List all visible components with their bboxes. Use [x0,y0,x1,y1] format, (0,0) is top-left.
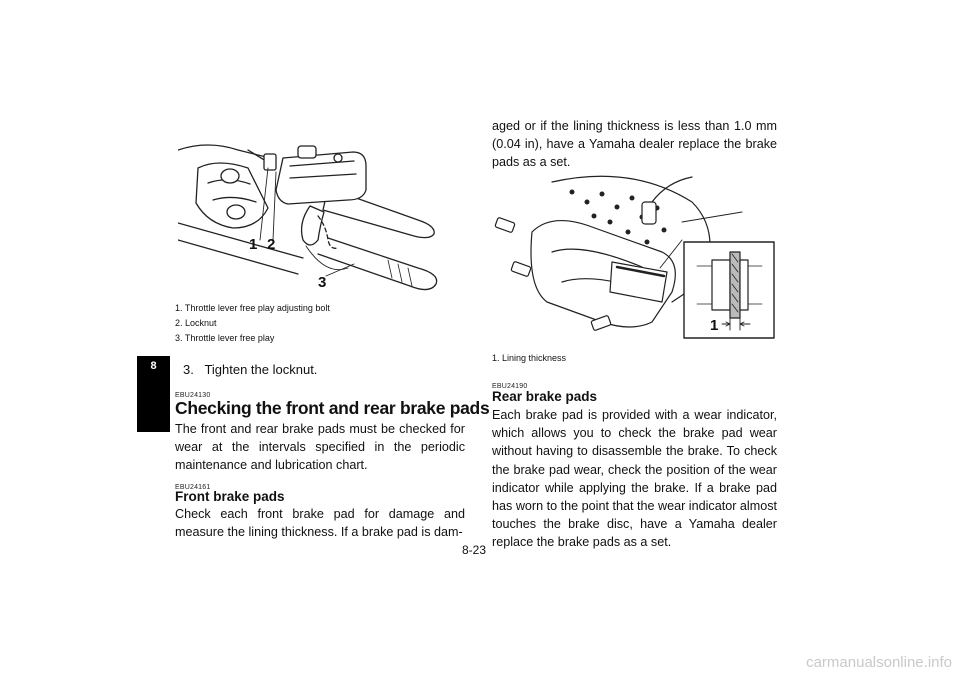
callout-1: 1 [249,236,258,253]
chapter-tab-number: 8 [150,360,157,372]
front-brake-title: Front brake pads [175,489,285,504]
section-body: The front and rear brake pads must be checked for wear at the intervals specified in the periodic maintenance and lubrication chart. [175,422,465,473]
callout-3: 3 [318,274,327,291]
caption-item: 2. Locknut [175,318,217,328]
brake-pad-figure [492,172,782,344]
rear-brake-title: Rear brake pads [492,389,598,404]
front-brake-body: Check each front brake pad for damage and measure the lining thickness. If a brake pad is dam- [175,507,465,540]
step-tighten-locknut: 3. Tighten the locknut. [183,362,318,377]
lining-intro: aged or if the lining thickness is less than 1.0 mm (0.04 in), have a Yamaha dealer replace the brake pads as a set. [492,119,777,170]
watermark: carmanualsonline.info [806,654,952,671]
page-number: 8-23 [462,543,487,557]
front-brake-code: EBU24161 [175,484,211,491]
rear-brake-body: Each brake pad is provided with a wear indicator, which allows you to check the brake pad wear without having to disassemble the brake. To check the brake pad wear, check the position of the wear indicator while applying the brake. If a brake pad has worn to the point that the wear indicator almost touches the brake disc, have a Yamaha dealer replace the brake pads as a set. [492,408,777,550]
caption-item: 3. Throttle lever free play [175,333,275,343]
callout-lining-1: 1 [710,317,719,334]
rear-brake-code: EBU24190 [492,383,528,390]
throttle-lever-illustration [178,128,463,298]
caption-item: 1. Throttle lever free play adjusting bolt [175,303,330,313]
section-title: Checking the front and rear brake pads [175,398,490,418]
section-code: EBU24130 [175,392,211,399]
brake-figure-caption: 1. Lining thickness [492,353,567,363]
chapter-tab [137,356,170,432]
throttle-figure-caption [175,301,465,346]
callout-2: 2 [267,236,276,253]
throttle-lever-figure [178,128,463,298]
brake-pad-illustration [492,172,782,344]
